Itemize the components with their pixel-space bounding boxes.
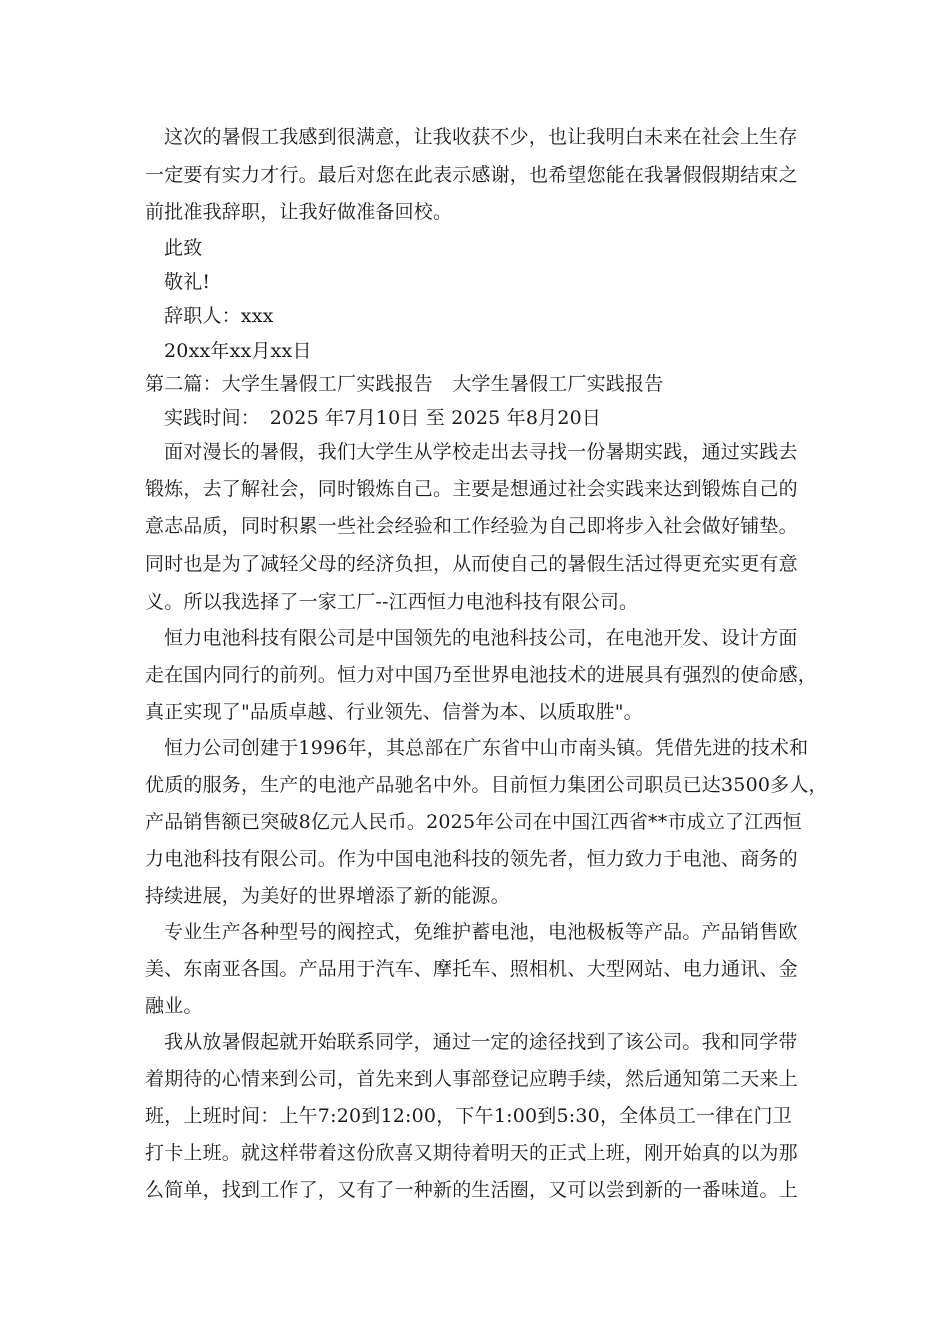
text-line: 前批准我辞职，让我好做准备回校。 bbox=[145, 201, 453, 223]
text-line: 产品销售额已突破8亿元人民币。2025年公司在中国江西省**市成立了江西恒 bbox=[145, 811, 802, 833]
text-line: 意志品质，同时积累一些社会经验和工作经验为自己即将步入社会做好铺垫。 bbox=[145, 515, 798, 537]
closing-line: 敬礼! bbox=[164, 271, 211, 293]
practice-time: 实践时间： 2025 年7月10日 至 2025 年8月20日 bbox=[164, 407, 602, 429]
section-heading: 第二篇：大学生暑假工厂实践报告 大学生暑假工厂实践报告 bbox=[145, 373, 664, 395]
signature-line: 辞职人：xxx bbox=[164, 305, 274, 327]
text-line: 持续进展，为美好的世界增添了新的能源。 bbox=[145, 885, 510, 907]
text-line: 恒力公司创建于1996年，其总部在广东省中山市南头镇。凭借先进的技术和 bbox=[164, 737, 809, 759]
text-line: 打卡上班。就这样带着这份欣喜又期待着明天的正式上班，刚开始真的以为那 bbox=[145, 1142, 798, 1164]
text-line: 同时也是为了减轻父母的经济负担，从而使自己的暑假生活过得更充实更有意 bbox=[145, 553, 798, 575]
text-line: 力电池科技有限公司。作为中国电池科技的领先者，恒力致力于电池、商务的 bbox=[145, 848, 798, 870]
text-line: 真正实现了"品质卓越、行业领先、信誉为本、以质取胜"。 bbox=[145, 701, 643, 723]
text-line: 优质的服务，生产的电池产品驰名中外。目前恒力集团公司职员已达3500多人， bbox=[145, 774, 828, 796]
text-line: 一定要有实力才行。最后对您在此表示感谢，也希望您能在我暑假假期结束之 bbox=[145, 164, 798, 186]
closing-line: 此致 bbox=[164, 237, 203, 259]
text-line: 着期待的心情来到公司，首先来到人事部登记应聘手续，然后通知第二天来上 bbox=[145, 1068, 798, 1090]
text-line: 融业。 bbox=[145, 995, 203, 1017]
date-line: 20xx年xx月xx日 bbox=[164, 340, 312, 362]
text-line: 锻炼，去了解社会，同时锻炼自己。主要是想通过社会实践来达到锻炼自己的 bbox=[145, 478, 798, 500]
text-line: 恒力电池科技有限公司是中国领先的电池科技公司，在电池开发、设计方面 bbox=[164, 627, 798, 649]
text-line: 义。所以我选择了一家工厂--江西恒力电池科技有限公司。 bbox=[145, 591, 639, 613]
text-line: 专业生产各种型号的阀控式，免维护蓄电池，电池极板等产品。产品销售欧 bbox=[164, 921, 798, 943]
text-line: 走在国内同行的前列。恒力对中国乃至世界电池技术的进展具有强烈的使命感， bbox=[145, 664, 818, 686]
text-line: 么简单，找到工作了，又有了一种新的生活圈，又可以尝到新的一番味道。上 bbox=[145, 1179, 798, 1201]
text-line: 美、东南亚各国。产品用于汽车、摩托车、照相机、大型网站、电力通讯、金 bbox=[145, 958, 798, 980]
text-line: 这次的暑假工我感到很满意，让我收获不少，也让我明白未来在社会上生存 bbox=[164, 126, 798, 148]
text-line: 面对漫长的暑假，我们大学生从学校走出去寻找一份暑期实践，通过实践去 bbox=[164, 441, 798, 463]
text-line: 班，上班时间：上午7:20到12:00，下午1:00到5:30，全体员工一律在门卫 bbox=[145, 1105, 792, 1127]
text-line: 我从放暑假起就开始联系同学，通过一定的途径找到了该公司。我和同学带 bbox=[164, 1031, 798, 1053]
